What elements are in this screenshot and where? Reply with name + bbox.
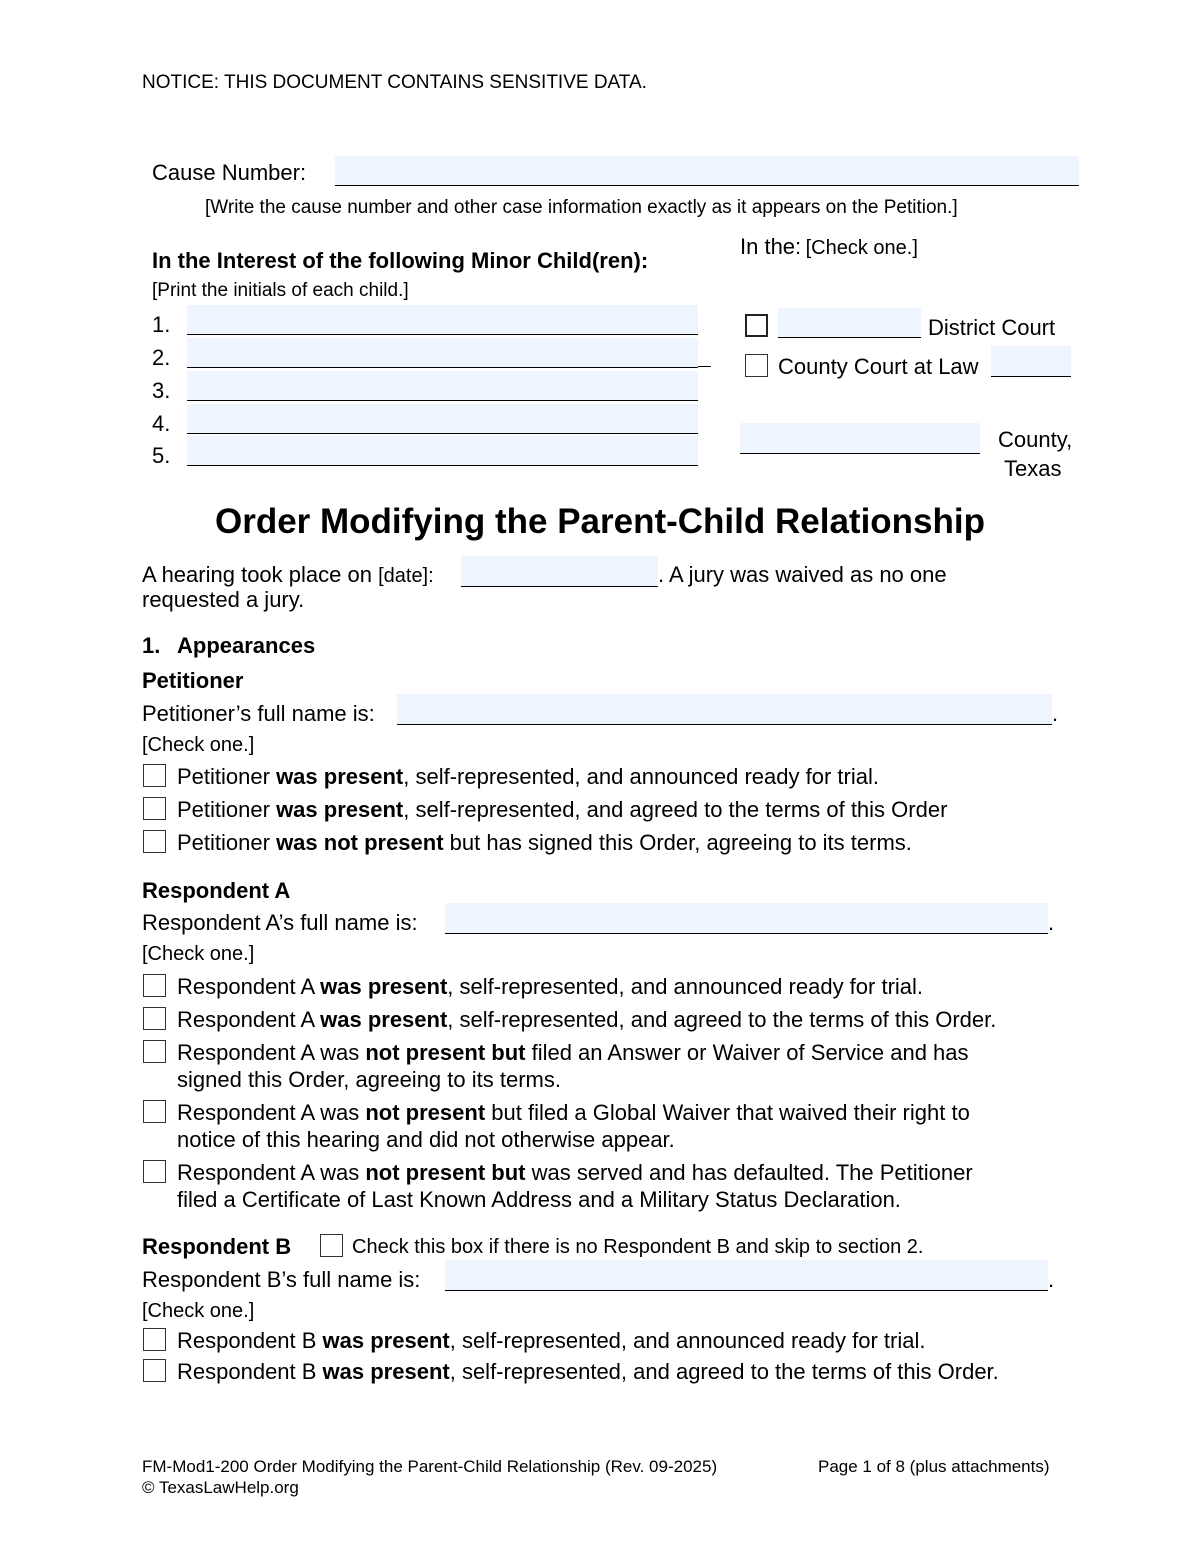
child-number-1: 1.: [152, 312, 171, 337]
respondent-b-option-2-checkbox[interactable]: [143, 1359, 166, 1382]
hearing-text-line2: requested a jury.: [142, 587, 305, 612]
county-name-field[interactable]: [740, 423, 980, 454]
cause-number-instruction: [Write the cause number and other case information exactly as it appears on the Petition.]: [205, 197, 958, 218]
cause-number-label: Cause Number:: [152, 160, 307, 185]
respondent-a-heading: Respondent A: [142, 878, 291, 903]
county-label: County,: [998, 427, 1073, 452]
petitioner-check-one: [Check one.]: [142, 734, 255, 756]
district-court-label: District Court: [928, 315, 1056, 340]
respondent-a-option-5-line2: filed a Certificate of Last Known Address and a Military Status Declaration.: [177, 1187, 901, 1212]
sensitive-data-notice: NOTICE: THIS DOCUMENT CONTAINS SENSITIVE DATA.: [142, 72, 647, 93]
respondent-a-option-2-checkbox[interactable]: [143, 1007, 166, 1030]
child-number-3: 3.: [152, 378, 171, 403]
child-2-underline-tail: [698, 366, 711, 367]
document-title: Order Modifying the Parent-Child Relationship: [214, 502, 986, 541]
child-initials-field-2[interactable]: [187, 338, 698, 368]
child-initials-field-5[interactable]: [187, 436, 698, 466]
respondent-b-name-period: .: [1048, 1267, 1055, 1292]
respondent-a-name-period: .: [1048, 910, 1055, 935]
respondent-b-heading: Respondent B: [142, 1234, 292, 1259]
county-court-at-law-label: County Court at Law: [778, 354, 979, 379]
no-respondent-b-checkbox[interactable]: [320, 1234, 343, 1257]
respondent-a-option-1-checkbox[interactable]: [143, 974, 166, 997]
respondent-a-option-4-line2: notice of this hearing and did not otherwise appear.: [177, 1127, 675, 1152]
respondent-a-option-2-label: Respondent A was present, self-represented, and agreed to the terms of this Order.: [177, 1007, 997, 1032]
petitioner-option-1-label: Petitioner was present, self-represented, and announced ready for trial.: [177, 764, 879, 789]
respondent-a-option-3-label: Respondent A was not present but filed an Answer or Waiver of Service and has: [177, 1040, 969, 1065]
petitioner-option-1-checkbox[interactable]: [143, 764, 166, 787]
respondent-a-option-4-checkbox[interactable]: [143, 1100, 166, 1123]
petitioner-name-period: .: [1052, 701, 1059, 726]
petitioner-heading: Petitioner: [142, 668, 244, 693]
child-number-4: 4.: [152, 411, 171, 436]
respondent-b-name-field[interactable]: [445, 1260, 1048, 1291]
hearing-text-after: . A jury was waived as no one: [658, 562, 947, 587]
respondent-b-check-one: [Check one.]: [142, 1300, 255, 1322]
petitioner-name-label: Petitioner’s full name is:: [142, 701, 375, 726]
minor-children-heading: In the Interest of the following Minor Child(ren):: [152, 248, 649, 273]
footer-page-number: Page 1 of 8 (plus attachments): [818, 1457, 1050, 1476]
no-respondent-b-label: Check this box if there is no Respondent B and skip to section 2.: [352, 1236, 924, 1258]
petitioner-option-2-checkbox[interactable]: [143, 797, 166, 820]
county-court-number-field[interactable]: [991, 346, 1071, 377]
respondent-b-option-1-label: Respondent B was present, self-represented, and announced ready for trial.: [177, 1328, 926, 1353]
respondent-b-option-2-label: Respondent B was present, self-represented, and agreed to the terms of this Order.: [177, 1359, 999, 1384]
child-initials-field-1[interactable]: [187, 305, 698, 335]
petitioner-option-3-label: Petitioner was not present but has signed this Order, agreeing to its terms.: [177, 830, 912, 855]
district-court-checkbox[interactable]: [745, 314, 768, 337]
footer-copyright: © TexasLawHelp.org: [142, 1478, 299, 1497]
cause-number-field[interactable]: [335, 156, 1079, 186]
petitioner-option-3-checkbox[interactable]: [143, 830, 166, 853]
child-initials-field-3[interactable]: [187, 371, 698, 401]
respondent-a-name-label: Respondent A’s full name is:: [142, 910, 418, 935]
footer-form-id: FM-Mod1-200 Order Modifying the Parent-Child Relationship (Rev. 09-2025): [142, 1457, 718, 1476]
district-court-number-field[interactable]: [778, 308, 921, 338]
state-label: Texas: [1004, 456, 1062, 481]
respondent-a-option-1-label: Respondent A was present, self-represented, and announced ready for trial.: [177, 974, 924, 999]
children-initials-instruction: [Print the initials of each child.]: [152, 280, 409, 301]
respondent-b-option-1-checkbox[interactable]: [143, 1328, 166, 1351]
respondent-a-option-3-checkbox[interactable]: [143, 1040, 166, 1063]
respondent-a-option-4-label: Respondent A was not present but filed a Global Waiver that waived their right to: [177, 1100, 970, 1125]
respondent-a-name-field[interactable]: [445, 903, 1048, 934]
petitioner-option-2-label: Petitioner was present, self-represented, and agreed to the terms of this Order: [177, 797, 948, 822]
section-1-heading: Appearances: [177, 633, 316, 658]
child-number-5: 5.: [152, 443, 171, 468]
court-selection-label: In the: [Check one.]: [740, 234, 918, 259]
respondent-a-option-5-checkbox[interactable]: [143, 1160, 166, 1183]
county-court-at-law-checkbox[interactable]: [745, 354, 768, 377]
hearing-text-before: A hearing took place on [date]:: [142, 562, 434, 587]
petitioner-name-field[interactable]: [397, 694, 1052, 725]
respondent-a-option-5-label: Respondent A was not present but was served and has defaulted. The Petitioner: [177, 1160, 973, 1185]
hearing-date-field[interactable]: [461, 556, 658, 587]
respondent-a-option-3-line2: signed this Order, agreeing to its terms.: [177, 1067, 561, 1092]
section-1-number: 1.: [142, 633, 161, 658]
respondent-a-check-one: [Check one.]: [142, 943, 255, 965]
child-initials-field-4[interactable]: [187, 404, 698, 434]
respondent-b-name-label: Respondent B’s full name is:: [142, 1267, 421, 1292]
child-number-2: 2.: [152, 345, 171, 370]
